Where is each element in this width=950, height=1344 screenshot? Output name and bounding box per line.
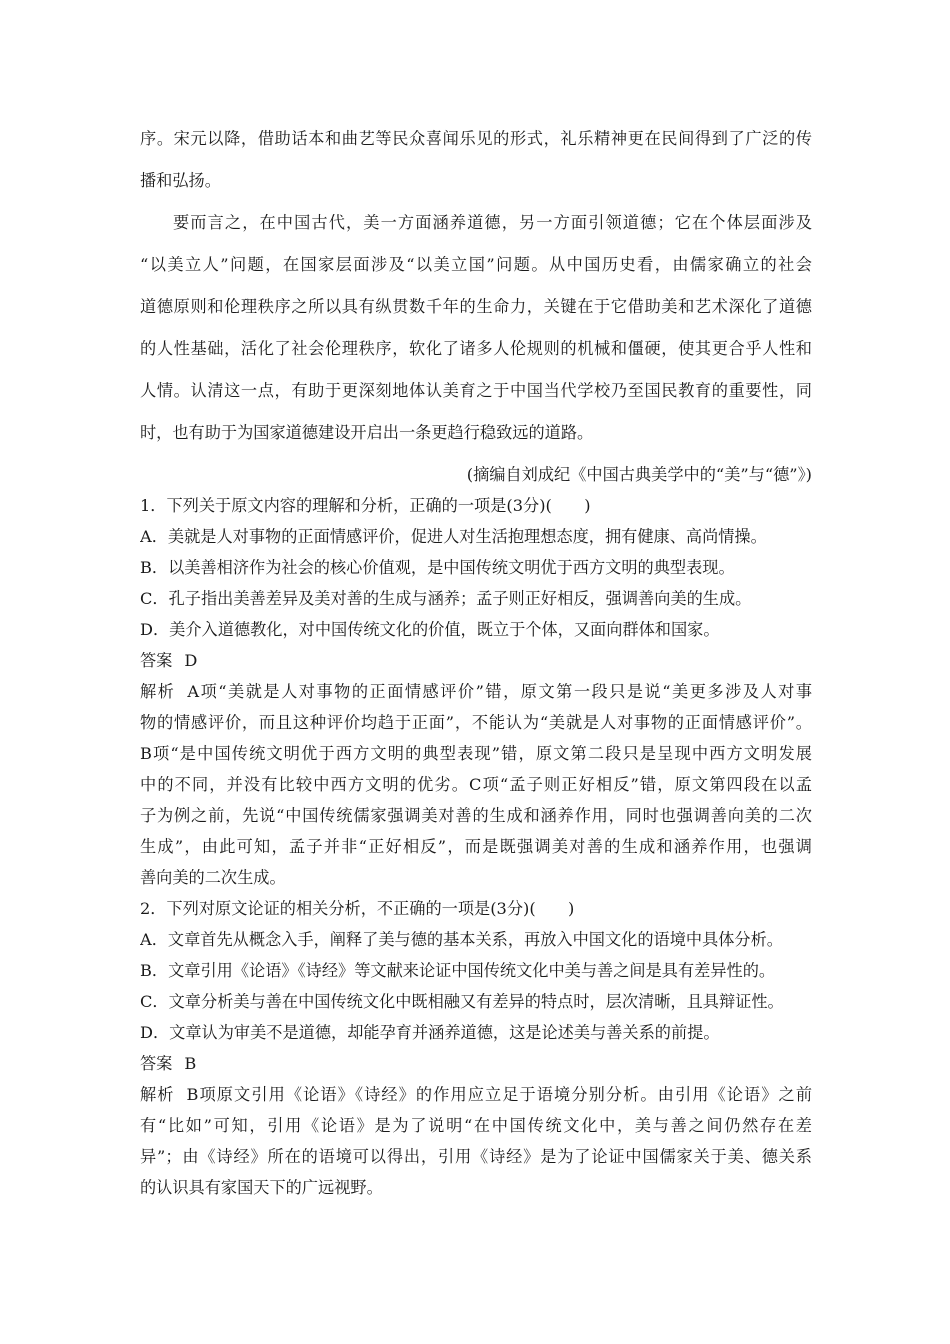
passage-line: 的人性基础，活化了社会伦理秩序，软化了诸多人伦规则的机械和僵硬，使其更合乎人性和 [140, 339, 812, 358]
question-1-analysis-line: 中的不同，并没有比较中西方文明的优劣。C项“孟子则正好相反”错，原文第四段在以孟 [140, 775, 812, 794]
passage-line: 序。宋元以降，借助话本和曲艺等民众喜闻乐见的形式，礼乐精神更在民间得到了广泛的传 [140, 129, 812, 148]
passage-source: (摘编自刘成纪《中国古典美学中的“美”与“德”》) [466, 465, 812, 484]
question-1-analysis-line: B项“是中国传统文明优于西方文明的典型表现”错，原文第二段只是呈现中西方文明发展 [140, 744, 812, 763]
analysis-text: B项原文引用《论语》《诗经》的作用应立足于语境分别分析。由引用《论语》之前 [186, 1085, 812, 1104]
question-2-analysis-line [140, 1084, 812, 1106]
answer-value: D [184, 651, 198, 670]
question-1-answer [140, 650, 812, 672]
answer-value: B [184, 1054, 197, 1073]
passage-line: 要而言之，在中国古代，美一方面涵养道德，另一方面引领道德；它在个体层面涉及 [173, 213, 812, 232]
question-2-option-c: C．文章分析美与善在中国传统文化中既相融又有差异的特点时，层次清晰，且具辩证性。 [140, 992, 784, 1011]
question-1-option-c: C．孔子指出美善差异及美对善的生成与涵养；孟子则正好相反，强调善向美的生成。 [140, 589, 752, 608]
question-2-analysis-line: 异”；由《诗经》所在的语境可以得出，引用《诗经》是为了论证中国儒家关于美、德关系 [140, 1147, 812, 1166]
question-1-analysis-line: 子为例之前，先说“中国传统儒家强调美对善的生成和涵养作用，同时也强调善向美的二次 [140, 806, 812, 825]
question-2-option-a: A．文章首先从概念入手，阐释了美与德的基本关系，再放入中国文化的语境中具体分析。 [140, 930, 783, 949]
question-1-option-d: D．美介入道德教化，对中国传统文化的价值，既立于个体，又面向群体和国家。 [140, 620, 720, 639]
question-2-stem: 2．下列对原文论证的相关分析，不正确的一项是(3分)( ) [140, 899, 575, 918]
analysis-label: 解析 [140, 1085, 175, 1104]
analysis-label: 解析 [140, 682, 176, 701]
passage-line: 时，也有助于为国家道德建设开启出一条更趋行稳致远的道路。 [140, 423, 594, 442]
question-2-option-d: D．文章认为审美不是道德，却能孕育并涵养道德，这是论述美与善关系的前提。 [140, 1023, 720, 1042]
passage-line: “以美立人”问题，在国家层面涉及“以美立国”问题。从中国历史看，由儒家确立的社会 [140, 255, 812, 274]
question-1-stem: 1．下列关于原文内容的理解和分析，正确的一项是(3分)( ) [140, 496, 591, 515]
question-2-analysis-line: 有“比如”可知，引用《论语》是为了说明“在中国传统文化中，美与善之间仍然存在差 [140, 1116, 812, 1135]
question-1-option-a: A．美就是人对事物的正面情感评价，促进人对生活抱理想态度，拥有健康、高尚情操。 [140, 527, 767, 546]
question-1-analysis-line: 善向美的二次生成。 [140, 868, 286, 887]
passage-line: 道德原则和伦理秩序之所以具有纵贯数千年的生命力，关键在于它借助美和艺术深化了道德 [140, 297, 812, 316]
question-1-analysis-line: 物的情感评价，而且这种评价均趋于正面”，不能认为“美就是人对事物的正面情感评价”。 [140, 713, 812, 732]
question-2-analysis-line: 的认识具有家国天下的广远视野。 [140, 1178, 383, 1197]
answer-label: 答案 [140, 651, 173, 670]
question-1-analysis-line [140, 681, 812, 703]
question-2-option-b: B．文章引用《论语》《诗经》等文献来论证中国传统文化中美与善之间是具有差异性的。 [140, 961, 776, 980]
analysis-text: A项“美就是人对事物的正面情感评价”错，原文第一段只是说“美更多涉及人对事 [187, 682, 812, 701]
answer-label: 答案 [140, 1054, 173, 1073]
question-1-option-b: B．以美善相济作为社会的核心价值观，是中国传统文明优于西方文明的典型表现。 [140, 558, 735, 577]
passage-line: 人情。认清这一点，有助于更深刻地体认美育之于中国当代学校乃至国民教育的重要性，同 [140, 381, 812, 400]
question-2-answer [140, 1053, 812, 1075]
question-1-analysis-line: 生成”，由此可知，孟子并非“正好相反”，而是既强调美对善的生成和涵养作用，也强调 [140, 837, 812, 856]
passage-line: 播和弘扬。 [140, 171, 221, 190]
